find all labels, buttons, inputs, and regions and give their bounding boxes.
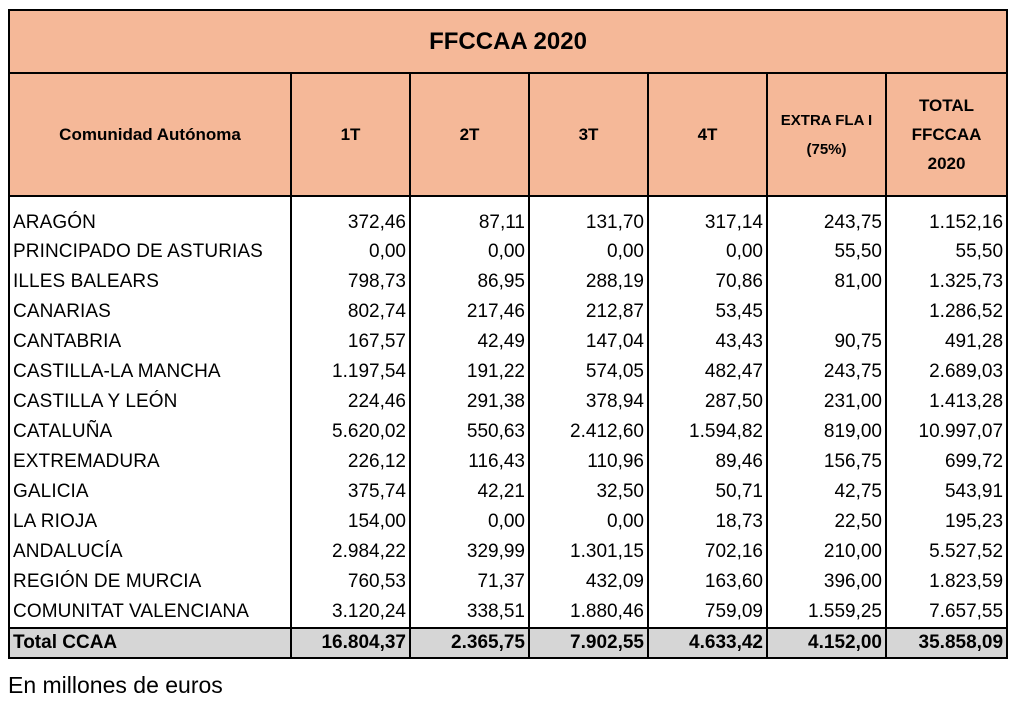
table-cell: 55,50: [767, 237, 886, 267]
table-cell: 760,53: [291, 567, 410, 597]
table-cell: 2.689,03: [886, 357, 1007, 387]
table-cell: 1.823,59: [886, 567, 1007, 597]
table-cell: 70,86: [648, 267, 767, 297]
table-cell: 87,11: [410, 196, 529, 237]
table-cell: 0,00: [529, 507, 648, 537]
table-cell: 802,74: [291, 297, 410, 327]
table-row: [9, 447, 1007, 477]
table-cell: 317,14: [648, 196, 767, 237]
table-row: [9, 237, 1007, 267]
table-row: [9, 537, 1007, 567]
table-cell: 131,70: [529, 196, 648, 237]
total-row: [9, 628, 1007, 658]
table-cell: 0,00: [648, 237, 767, 267]
table-cell: 0,00: [410, 237, 529, 267]
table-cell: 1.301,15: [529, 537, 648, 567]
table-cell: 55,50: [886, 237, 1007, 267]
table-cell: 163,60: [648, 567, 767, 597]
table-cell: 0,00: [529, 237, 648, 267]
row-label: EXTREMADURA: [9, 447, 291, 477]
total-cell: 4.152,00: [767, 628, 886, 658]
table-cell: 1.413,28: [886, 387, 1007, 417]
table-cell: 1.325,73: [886, 267, 1007, 297]
table-cell: 1.286,52: [886, 297, 1007, 327]
table-cell: 32,50: [529, 477, 648, 507]
table-row: [9, 507, 1007, 537]
table-cell: 329,99: [410, 537, 529, 567]
total-cell: 35.858,09: [886, 628, 1007, 658]
row-label: COMUNITAT VALENCIANA: [9, 597, 291, 628]
table-row: [9, 297, 1007, 327]
table-cell: 288,19: [529, 267, 648, 297]
table-row: [9, 196, 1007, 237]
table-cell: 226,12: [291, 447, 410, 477]
table-cell: 699,72: [886, 447, 1007, 477]
table-cell: 287,50: [648, 387, 767, 417]
total-cell: 16.804,37: [291, 628, 410, 658]
table-cell: 89,46: [648, 447, 767, 477]
header-2t: 2T: [410, 73, 529, 196]
table-title: FFCCAA 2020: [9, 10, 1007, 73]
table-cell: 1.197,54: [291, 357, 410, 387]
row-label: ANDALUCÍA: [9, 537, 291, 567]
table-cell: 574,05: [529, 357, 648, 387]
table-cell: 1.880,46: [529, 597, 648, 628]
header-total: TOTAL FFCCAA 2020: [886, 73, 1007, 196]
table-cell: 819,00: [767, 417, 886, 447]
table-cell: 432,09: [529, 567, 648, 597]
row-label: LA RIOJA: [9, 507, 291, 537]
table-cell: 42,75: [767, 477, 886, 507]
table-cell: 491,28: [886, 327, 1007, 357]
table-row: [9, 417, 1007, 447]
table-cell: 43,43: [648, 327, 767, 357]
table-cell: 375,74: [291, 477, 410, 507]
table-cell: 372,46: [291, 196, 410, 237]
total-label: Total CCAA: [9, 628, 291, 658]
row-label: ILLES BALEARS: [9, 267, 291, 297]
table-cell: 167,57: [291, 327, 410, 357]
header-1t: 1T: [291, 73, 410, 196]
table-cell: 231,00: [767, 387, 886, 417]
table-cell: 154,00: [291, 507, 410, 537]
row-label: GALICIA: [9, 477, 291, 507]
table-row: [9, 567, 1007, 597]
header-row: [9, 73, 1007, 196]
table-cell: 217,46: [410, 297, 529, 327]
table-cell: 50,71: [648, 477, 767, 507]
header-comunidad: Comunidad Autónoma: [9, 73, 291, 196]
row-label: CANARIAS: [9, 297, 291, 327]
table-cell: 0,00: [410, 507, 529, 537]
table-cell: 156,75: [767, 447, 886, 477]
table-cell: 243,75: [767, 357, 886, 387]
row-label: ARAGÓN: [9, 196, 291, 237]
table-cell: 338,51: [410, 597, 529, 628]
table-cell: 1.152,16: [886, 196, 1007, 237]
table-cell: [767, 297, 886, 327]
table-row: [9, 597, 1007, 628]
table-cell: 18,73: [648, 507, 767, 537]
table-row: [9, 387, 1007, 417]
table-cell: 224,46: [291, 387, 410, 417]
total-cell: 2.365,75: [410, 628, 529, 658]
table-cell: 22,50: [767, 507, 886, 537]
table-cell: 396,00: [767, 567, 886, 597]
table-row: [9, 477, 1007, 507]
row-label: CANTABRIA: [9, 327, 291, 357]
table-cell: 550,63: [410, 417, 529, 447]
table-row: [9, 327, 1007, 357]
table-row: [9, 357, 1007, 387]
table-cell: 53,45: [648, 297, 767, 327]
table-cell: 195,23: [886, 507, 1007, 537]
table-cell: 90,75: [767, 327, 886, 357]
table-cell: 798,73: [291, 267, 410, 297]
table-cell: 702,16: [648, 537, 767, 567]
header-extra-fla: EXTRA FLA I (75%): [767, 73, 886, 196]
header-4t: 4T: [648, 73, 767, 196]
table-row: [9, 267, 1007, 297]
table-cell: 2.412,60: [529, 417, 648, 447]
row-label: PRINCIPADO DE ASTURIAS: [9, 237, 291, 267]
table-cell: 110,96: [529, 447, 648, 477]
table-cell: 81,00: [767, 267, 886, 297]
table-cell: 42,21: [410, 477, 529, 507]
row-label: CATALUÑA: [9, 417, 291, 447]
table-cell: 5.527,52: [886, 537, 1007, 567]
table-cell: 482,47: [648, 357, 767, 387]
table-cell: 7.657,55: [886, 597, 1007, 628]
table-cell: 291,38: [410, 387, 529, 417]
table-cell: 10.997,07: [886, 417, 1007, 447]
table-cell: 759,09: [648, 597, 767, 628]
row-label: CASTILLA Y LEÓN: [9, 387, 291, 417]
table-cell: 543,91: [886, 477, 1007, 507]
row-label: REGIÓN DE MURCIA: [9, 567, 291, 597]
table-cell: 86,95: [410, 267, 529, 297]
table-cell: 243,75: [767, 196, 886, 237]
table-cell: 116,43: [410, 447, 529, 477]
table-cell: 1.559,25: [767, 597, 886, 628]
table-cell: 210,00: [767, 537, 886, 567]
ffccaa-table: [8, 9, 1008, 659]
total-cell: 7.902,55: [529, 628, 648, 658]
total-cell: 4.633,42: [648, 628, 767, 658]
table-cell: 212,87: [529, 297, 648, 327]
table-cell: 42,49: [410, 327, 529, 357]
units-note: En millones de euros: [8, 672, 223, 698]
table-cell: 3.120,24: [291, 597, 410, 628]
table-cell: 147,04: [529, 327, 648, 357]
table-cell: 0,00: [291, 237, 410, 267]
table-cell: 2.984,22: [291, 537, 410, 567]
header-3t: 3T: [529, 73, 648, 196]
table-cell: 71,37: [410, 567, 529, 597]
table-cell: 5.620,02: [291, 417, 410, 447]
row-label: CASTILLA-LA MANCHA: [9, 357, 291, 387]
table-cell: 191,22: [410, 357, 529, 387]
table-cell: 378,94: [529, 387, 648, 417]
table-cell: 1.594,82: [648, 417, 767, 447]
